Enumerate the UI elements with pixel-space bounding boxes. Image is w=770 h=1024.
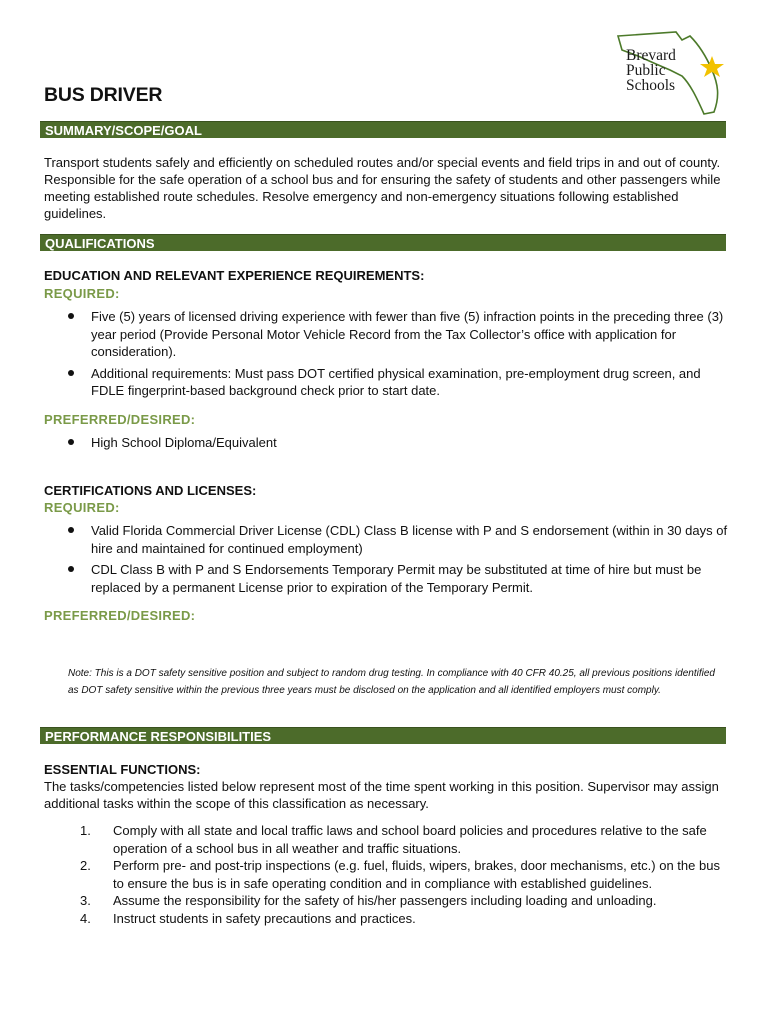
list-item: CDL Class B with P and S Endorsements Temporary Permit may be substituted at time of hire but must be replaced by a permanent License prior to expiration of the Temporary Permit. (44, 561, 728, 596)
cert-preferred-label: PREFERRED/DESIRED: (44, 608, 196, 623)
summary-text: Transport students safely and efficiently on scheduled routes and/or special events and field trips in and out of county. Responsible for the safe operation of a school bus and for ensuring the safety of students and other passengers while meeting established route schedules. Resolve emergency and non-emergency situations following established guidelines. (44, 155, 721, 221)
required-list (44, 308, 728, 404)
essential-functions-intro: The tasks/competencies listed below represent most of the time spent working in this position. Supervisor may assign additional tasks within the scope of this classification as necessary. (44, 779, 719, 811)
education-heading: EDUCATION AND RELEVANT EXPERIENCE REQUIREMENTS: (44, 268, 425, 283)
list-item: Valid Florida Commercial Driver License (CDL) Class B license with P and S endorsement (within in 30 days of hire and maintained for continued employment) (44, 522, 728, 557)
section-header-performance: PERFORMANCE RESPONSIBILITIES (40, 727, 726, 744)
list-item: 4. Instruct students in safety precautions and practices. (80, 910, 416, 926)
preferred-list (44, 434, 728, 456)
section-header-qualifications: QUALIFICATIONS (40, 234, 726, 251)
essential-functions-list (44, 822, 728, 927)
required-label: REQUIRED: (44, 286, 120, 301)
certifications-heading: CERTIFICATIONS AND LICENSES: (44, 483, 257, 498)
list-item: 1. Comply with all state and local traffic laws and school board policies and procedures relative to the safe operation of a school bus in all weather and traffic situations. (80, 823, 707, 856)
list-item: High School Diploma/Equivalent (44, 434, 728, 452)
brevard-public-schools-logo (616, 26, 728, 118)
cert-required-label: REQUIRED: (44, 500, 120, 515)
cert-required-list (44, 522, 728, 600)
page-title: BUS DRIVER (44, 84, 163, 106)
essential-functions-heading: ESSENTIAL FUNCTIONS: (44, 762, 201, 777)
preferred-label: PREFERRED/DESIRED: (44, 412, 196, 427)
logo-wordmark: Brevard Public Schools (626, 47, 676, 94)
section-header-summary: SUMMARY/SCOPE/GOAL (40, 121, 726, 138)
list-item: Five (5) years of licensed driving experience with fewer than five (5) infraction points in the preceding three (3) year period (Provide Personal Motor Vehicle Record from the Tax Collector’s office with application for consideration). (44, 308, 728, 361)
list-item: 3. Assume the responsibility for the safety of his/her passengers including loading and unloading. (80, 893, 657, 908)
list-item: 2. Perform pre- and post-trip inspections (e.g. fuel, fluids, wipers, brakes, door mechanisms, etc.) on the bus to ensure the bus is in safe operating condition and in compliance with established guidelines. (80, 858, 720, 891)
dot-note: Note: This is a DOT safety sensitive position and subject to random drug testing. In compliance with 40 CFR 40.25, all previous positions identified as DOT safety sensitive within the previous three years must be disclosed on the application and all identified employers must comply. (68, 668, 715, 696)
list-item: Additional requirements: Must pass DOT certified physical examination, pre-employment drug screen, and FDLE fingerprint-based background check prior to start date. (44, 365, 728, 400)
